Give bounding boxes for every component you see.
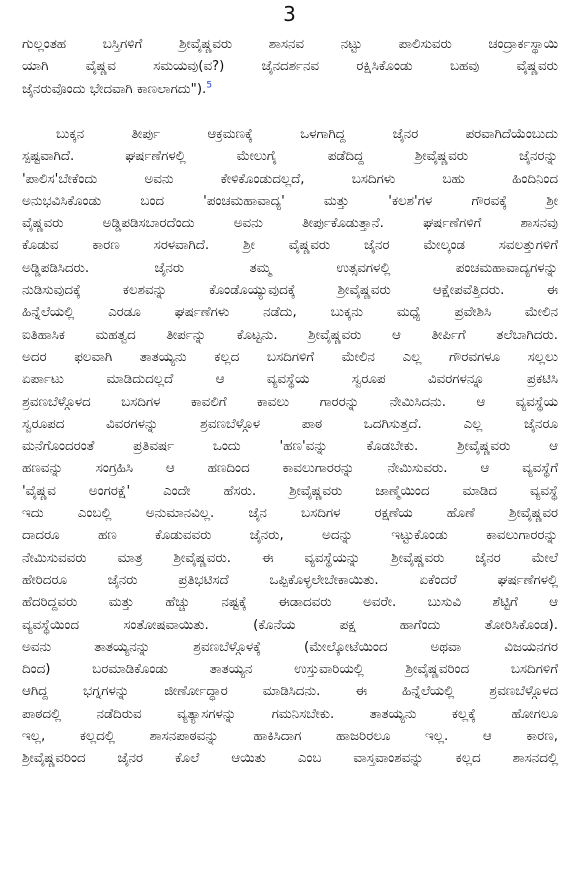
text-line: ಶ್ರವಣಬೆಳ್ಗೊಳದ ಬಸದಿಗಳ ಕಾವಲಿಗೆ ಕಾವಲು ಗಾರರನ್ನು ನೇಮಿಸಿದನು. ಆ ವ್ಯವಸ್ಥೆಯ [22,394,558,410]
text-line: ವ್ಯವಸ್ಥೆಯಿಂದ ಸಂತೋಷವಾಯಿತು. (ಕೊನೆಯ ಪಕ್ಷ ಹಾಗೆಂದು ತೋರಿಸಿಕೊಂಡ). [22,617,558,633]
text-line: ಇಲ್ಲ, ಕಲ್ಲದಲ್ಲಿ ಶಾಸನಪಾಠವನ್ನು ಹಾಕಿಸಿದಾಗ ಹಾಜರಿರಲೂ ಇಲ್ಲ. ಆ ಕಾರಣ, [22,729,558,745]
text-line: ಅವನು ತಾತಯ್ಯನನ್ನು ಶ್ರವಣಬೆಳ್ಗೊಳಕ್ಕೆ (ಮೇಲ್ಕೋಟೆಯಿಂದ ಅಥವಾ ವಿಜಯನಗರ [22,639,558,655]
text-line: ಆಗಿದ್ದ ಭಗ್ನಗಳನ್ನು ಜೀರ್ಣೋದ್ಧಾರ ಮಾಡಿಸಿದನು. ಈ ಹಿನ್ನೆಲೆಯಲ್ಲಿ ಶ್ರವಣಬೆಳ್ಗೊಳದ [22,684,558,700]
text-line: ಹಣವನ್ನು ಸಂಗ್ರಹಿಸಿ ಆ ಹಣದಿಂದ ಕಾವಲುಗಾರರನ್ನು ನೇಮಿಸುವರು. ಆ ವ್ಯವಸ್ಥೆಗೆ [22,461,558,477]
text-line [22,771,558,793]
text-line: ಗುಲ್ಲಂತಹ ಬಸ್ತಿಗಳಿಗೆ ಶ್ರೀವೈಷ್ಣವರು ಶಾಸನವ ನಟ್ಟು ಪಾಲಿಸುವರು ಚಂದ್ರಾರ್ಕಸ್ಥಾಯಿ [22,37,558,52]
text-line [22,79,558,101]
text-line: ಐತಿಹಾಸಿಕ ಮಹತ್ವದ ತೀರ್ಪನ್ನು ಕೊಟ್ಟನು. ಶ್ರೀವೈಷ್ಣವರು ಆ ತೀರ್ಪಿಗೆ ತಲೆಬಾಗಿದರು. [22,327,558,343]
text-line: ಶ್ರೀವೈಷ್ಣವರಿಂದ ಜೈನರ ಕೊಲೆ ಆಯಿತು ಎಂಬ ವಾಸ್ತವಾಂಶವನ್ನು ಕಲ್ಲದ ಶಾಸನದಲ್ಲಿ [22,751,558,767]
text-line: ಹೇರಿದರೂ ಜೈನರು ಪ್ರತಿಭಟಿಸದೆ ಒಪ್ಪಿಕೊಳ್ಳಲೇಬೇಕಾಯಿತು. ಏಕೆಂದರೆ ಘರ್ಷಣೆಗಳಲ್ಲಿ [22,572,558,588]
text-line: ಸ್ಪಷ್ಟವಾಗಿದೆ. ಘರ್ಷಣೆಗಳಲ್ಲಿ ಮೇಲುಗೈ ಪಡೆದಿದ್ದ ಶ್ರೀವೈಷ್ಣವರು ಜೈನರನ್ನು [22,149,558,165]
text-line: ನೇಮಿಸುವವರು ಮಾತ್ರ ಶ್ರೀವೈಷ್ಣವರು. ಈ ವ್ಯವಸ್ಥೆಯನ್ನು ಶ್ರೀವೈಷ್ಣವರು ಜೈನರ ಮೇಲೆ [22,550,558,566]
text-line: 'ವೈಷ್ಣವ ಅಂಗರಕ್ಷೆ' ಎಂದೇ ಹೆಸರು. ಶ್ರೀವೈಷ್ಣವರು ಜಾಣ್ಮೆಯಿಂದ ಮಾಡಿದ ವ್ಯವಸ್ಥೆ [22,483,558,499]
text-line: ಇದು ಎಂಬಲ್ಲಿ ಅನುಮಾನವಿಲ್ಲ. ಜೈನ ಬಸದಿಗಳ ರಕ್ಷಣೆಯ ಹೊಣೆ ಶ್ರೀವೈಷ್ಣವರ [22,506,558,522]
text-line: ನುಡಿಸುವುದಕ್ಕೆ ಕಲಶವನ್ನು ಕೊಂಡೊಯ್ಯುವುದಕ್ಕೆ ಶ್ರೀವೈಷ್ಣವರು ಆಕ್ಷೇಪವೆತ್ತಿದರು. ಈ [22,283,558,299]
text-line: ಮನೆಗೊಂದರಂತೆ ಪ್ರತಿವರ್ಷ ಒಂದು 'ಹಣ'ವನ್ನು ಕೊಡಬೇಕು. ಶ್ರೀವೈಷ್ಣವರು ಆ [22,439,558,455]
paragraph-main [22,124,558,860]
text-line: ಅದರ ಫಲವಾಗಿ ತಾತಯ್ಯನು ಕಲ್ಲದ ಬಸದಿಗಳಿಗೆ ಮೇಲಿನ ಎಲ್ಲ ಗೌರವಗಳೂ ಸಲ್ಲಲು [22,349,558,365]
text-line: ಅನುಭವಿಸಿಕೊಂಡು ಬಂದ 'ಪಂಚಮಹಾವಾದ್ಯ' ಮತ್ತು 'ಕಲಶ'ಗಳ ಗೌರವಕ್ಕೆ ಶ್ರೀ [22,193,558,209]
text-line [22,815,558,837]
text-line: ಹೆದರಿದ್ದವರು ಮತ್ತು ಹೆಚ್ಚು ನಷ್ಟಕ್ಕೆ ಈಡಾದವರು ಅವರೇ. ಬುಸುವಿ ಶೆಟ್ಟಿಗೆ ಆ [22,595,558,611]
text-line: ಬುಕ್ಕನ ತೀರ್ಪು ಆಕ್ರಮಣಕ್ಕೆ ಒಳಗಾಗಿದ್ದ ಜೈನರ ಪರವಾಗಿದೆಯೆಂಬುದು [56,127,558,142]
page-number: 3 [283,2,296,26]
text-line: ಅಡ್ಡಿಪಡಿಸಿದರು. ಜೈನರು ತಮ್ಮ ಉತ್ಸವಗಳಲ್ಲಿ ಪಂಚಮಹಾವಾದ್ಯಗಳನ್ನು [22,260,558,276]
text-line: ಹಿನ್ನೆಲೆಯಲ್ಲಿ ಎರಡೂ ಘರ್ಷಣೆಗಳು ನಡೆದು, ಬುಕ್ಕನು ಮಧ್ಯೆ ಪ್ರವೇಶಿಸಿ ಮೇಲಿನ [22,305,558,321]
paragraph-continued [22,34,558,101]
text-line: ಪಾಠದಲ್ಲಿ ನಡೆದಿರುವ ವ್ಯತ್ಯಾಸಗಳನ್ನು ಗಮನಿಸಬೇಕು. ತಾತಯ್ಯನು ಕಲ್ಲಕ್ಕೆ ಹೋಗಲೂ [22,706,558,722]
text-line [22,793,558,815]
text-line: ವೈಷ್ಣವರು ಅಡ್ಡಿಪಡಿಸಬಾರದೆಂದು ಅವನು ತೀರ್ಪುಕೊಡುತ್ತಾನೆ. ಘರ್ಷಣೆಗಳಿಗೆ ಶಾಸನವು [22,216,558,232]
text-line: ಯಾಗಿ ವೈಷ್ಣವ ಸಮಯವು(ವ?) ಜೈನದರ್ಶನವ ರಕ್ಷಿಸಿಕೊಂಡು ಬಹವು ವೈಷ್ಣವರು [22,59,558,75]
text-line: 'ಪಾಲಿಸ'ಬೇಕೆಂದು ಅವನು ಕೇಳಿಕೊಂಡುದಲ್ಲದೆ, ಬಸದಿಗಳು ಬಹು ಹಿಂದಿನಿಂದ [22,171,558,187]
text-line: ಸ್ವರೂಪದ ವಿವರಗಳನ್ನು ಶ್ರವಣಬೆಳ್ಗೊಳ ಪಾಠ ಒದಗಿಸುತ್ತದೆ. ಎಲ್ಲ ಜೈನರೂ [22,416,558,432]
text-line-content: ಜೈನರುವೊಂದು ಭೇದವಾಗಿ ಕಾಣಲಾಗದು"). [22,81,207,97]
text-line: ದಿಂದ) ಬರಮಾಡಿಕೊಂಡು ತಾತಯ್ಯನ ಉಸ್ತುವಾರಿಯಲ್ಲಿ ಶ್ರೀವೈಷ್ಣವರಿಂದ ಬಸದಿಗಳಿಗೆ [22,662,558,678]
text-line: ಕೊಡುವ ಕಾರಣ ಸರಳವಾಗಿದೆ. ಶ್ರೀ ವೈಷ್ಣವರು ಜೈನರ ಮೇಲ್ಕಂಡ ಸವಲತ್ತುಗಳಿಗೆ [22,238,558,254]
footnote-reference[interactable]: 5 [206,80,213,91]
text-line [22,838,558,860]
text-line: ದಾದರೂ ಹಣ ಕೊಡುವವರು ಜೈನರು, ಅದನ್ನು ಇಟ್ಟುಕೊಂಡು ಕಾವಲುಗಾರರನ್ನು [22,528,558,544]
text-line: ಏರ್ಪಾಟು ಮಾಡಿದುದಲ್ಲದೆ ಆ ವ್ಯವಸ್ಥೆಯ ಸ್ವರೂಪ ವಿವರಗಳನ್ನೂ ಪ್ರಕಟಿಸಿ [22,372,558,388]
